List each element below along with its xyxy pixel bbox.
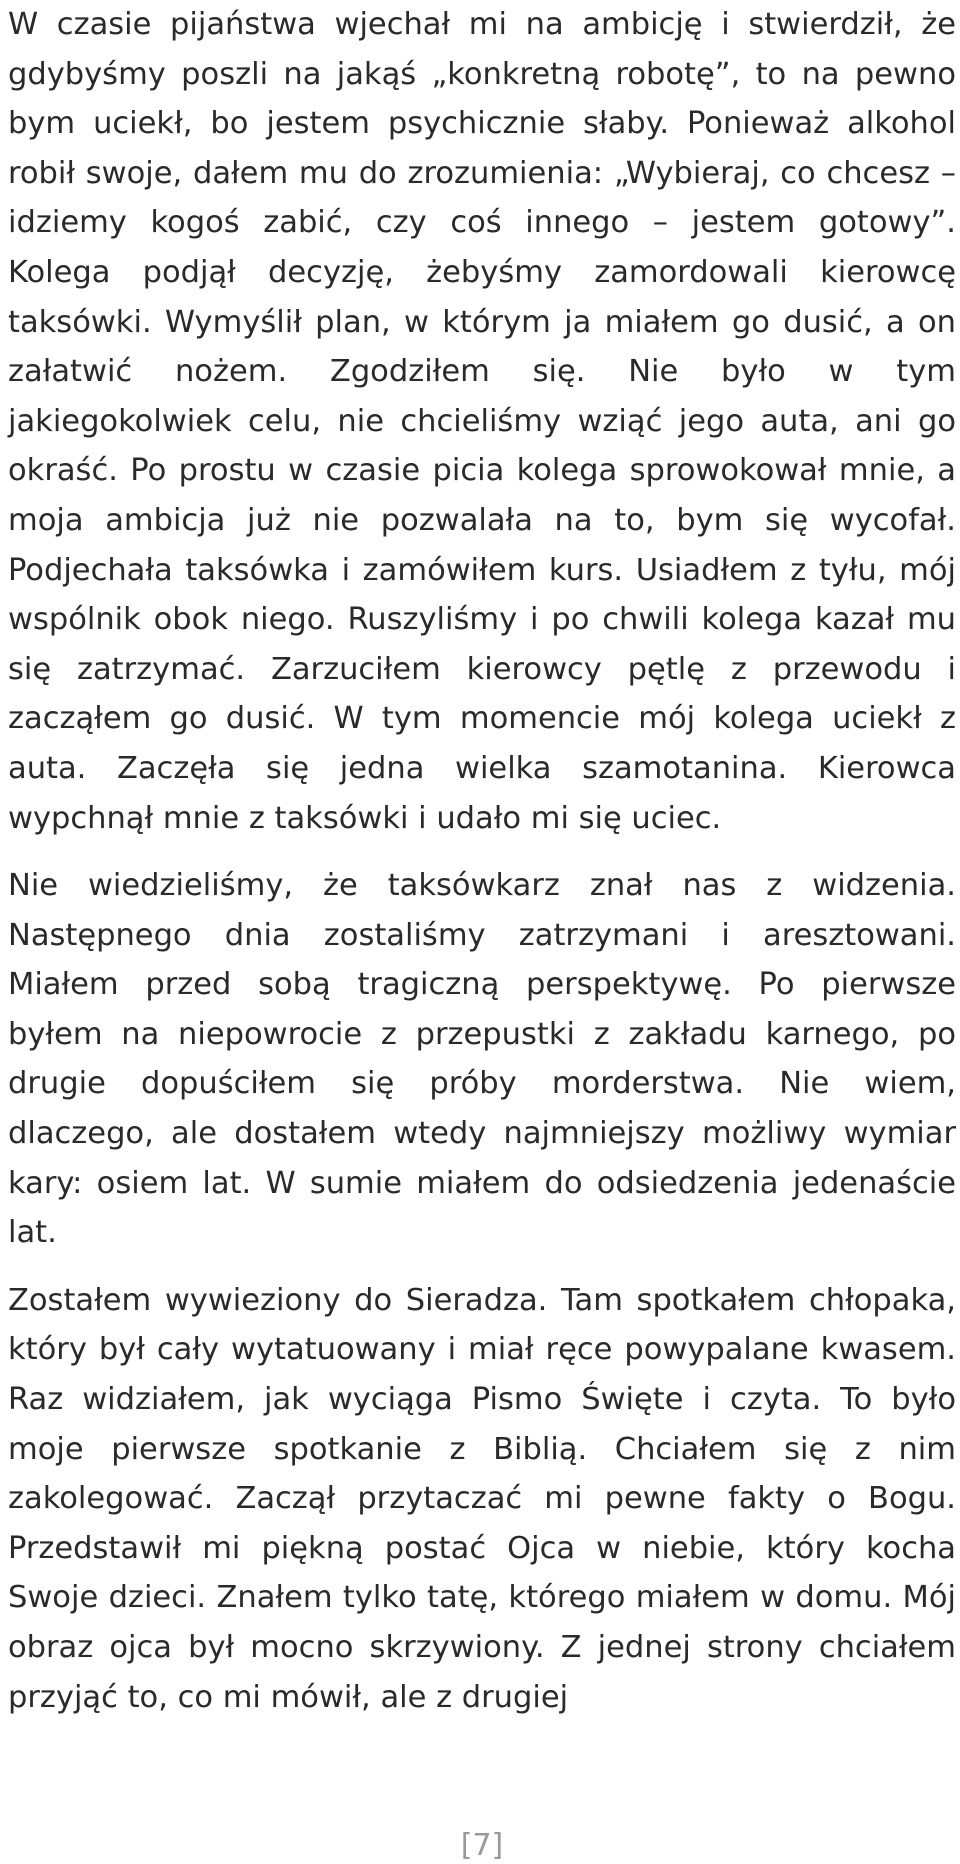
page-number: [7] bbox=[460, 1828, 504, 1863]
paragraph-2: Nie wiedzieliśmy, że taksówkarz znał nas z widzenia. Następnego dnia zostaliśmy zatrzymani i aresztowani. Miałem przed sobą tragiczną perspektywę. Po pierwsze byłem na niepowrocie z przepustki z zakładu karnego, po drugie dopuściłem się próby morderstwa. Nie wiem, dlaczego, ale dostałem wtedy najmniejszy możliwy wymiar kary: osiem lat. W sumie miałem do odsiedzenia jedenaście lat. bbox=[8, 868, 956, 1251]
document-page bbox=[8, 0, 956, 1864]
paragraph-1: W czasie pijaństwa wjechał mi na ambicję i stwierdził, że gdybyśmy poszli na jakąś „konkretną robotę”, to na pewno bym uciekł, bo jestem psychicznie słaby. Ponieważ alkohol robił swoje, dałem mu do zrozumienia: „Wybieraj, co chcesz – idziemy kogoś zabić, czy coś innego – jestem gotowy”. Kolega podjął decyzję, żebyśmy zamordowali kierowcę taksówki. Wymyślił plan, w którym ja miałem go dusić, a on załatwić nożem. Zgodziłem się. Nie było w tym jakiegokolwiek celu, nie chcieliśmy wziąć jego auta, ani go okraść. Po prostu w czasie picia kolega sprowokował mnie, a moja ambicja już nie pozwalała na to, bym się wycofał. Podjechała taksówka i zamówiłem kurs. Usiadłem z tyłu, mój wspólnik obok niego. Ruszyliśmy i po chwili kolega kazał mu się zatrzymać. Zarzuciłem kierowcy pętlę z przewodu i zacząłem go dusić. W tym momencie mój kolega uciekł z auta. Zaczęła się jedna wielka szamotanina. Kierowca wypchnął mnie z taksówki i udało mi się uciec. bbox=[8, 7, 956, 836]
paragraph-3: Zostałem wywieziony do Sieradza. Tam spotkałem chłopaka, który był cały wytatuowany i miał ręce powypalane kwasem. Raz widziałem, jak wyciąga Pismo Święte i czyta. To było moje pierwsze spotkanie z Biblią. Chciałem się z nim zakolegować. Zaczął przytaczać mi pewne fakty o Bogu. Przedstawił mi piękną postać Ojca w niebie, który kocha Swoje dzieci. Znałem tylko tatę, którego miałem w domu. Mój obraz ojca był mocno skrzywiony. Z jednej strony chciałem przyjąć to, co mi mówił, ale z drugiej bbox=[8, 1282, 956, 1715]
